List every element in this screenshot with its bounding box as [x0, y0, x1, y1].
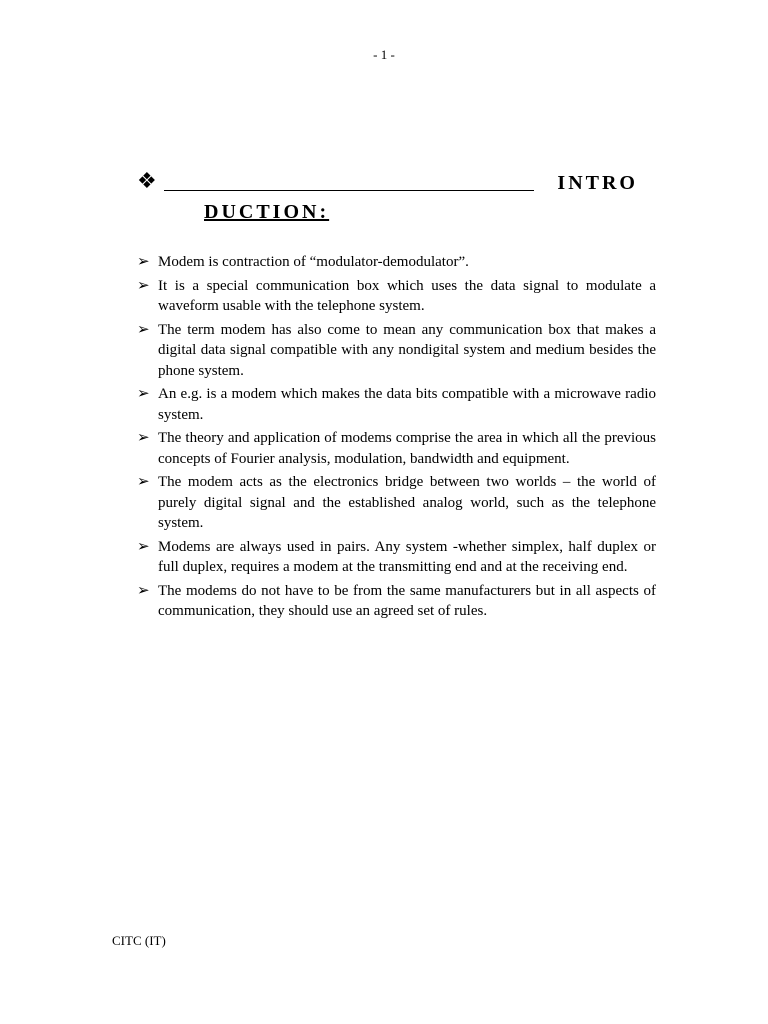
list-item	[137, 320, 656, 382]
bullet-text: The modems do not have to be from the same manufacturers but in all aspects of communication, they should use an agreed set of rules.	[158, 582, 656, 619]
bullet-text: The term modem has also come to mean any communication box that makes a digital data signal compatible with any nondigital system and medium besides the phone system.	[158, 321, 656, 379]
arrow-bullet-icon: ➢	[137, 582, 150, 599]
footer-text: CITC (IT)	[112, 933, 166, 948]
arrow-bullet-icon: ➢	[137, 277, 150, 294]
heading-text-part2: DUCTION:	[204, 201, 330, 223]
section-heading	[137, 170, 638, 198]
arrow-bullet-icon: ➢	[137, 538, 150, 555]
list-item	[137, 472, 656, 534]
bullet-text: It is a special communication box which uses the data signal to modulate a waveform usable with the telephone system.	[158, 277, 656, 314]
page-number: - 1 -	[373, 47, 395, 62]
bullet-text: An e.g. is a modem which makes the data bits compatible with a microwave radio system.	[158, 386, 656, 423]
heading-text-part1: INTRO	[557, 172, 638, 194]
bullet-text: Modem is contraction of “modulator-demodulator”.	[158, 254, 469, 270]
list-item	[137, 384, 656, 425]
bullet-list	[137, 252, 656, 625]
list-item	[137, 428, 656, 469]
diamond-bullet-icon: ❖	[137, 168, 157, 193]
arrow-bullet-icon: ➢	[137, 386, 150, 402]
list-item	[137, 537, 656, 578]
arrow-bullet-icon: ➢	[137, 474, 150, 490]
arrow-bullet-icon: ➢	[137, 430, 150, 446]
bullet-text: The modem acts as the electronics bridge between two worlds – the world of purely digital signal and the established analog world, such as the telephone system.	[158, 474, 656, 531]
heading-underline	[164, 190, 534, 191]
bullet-text: The theory and application of modems comprise the area in which all the previous concepts of Fourier analysis, modulation, bandwidth and equipment.	[158, 430, 656, 467]
list-item	[137, 276, 656, 317]
list-item	[137, 252, 656, 273]
bullet-text: Modems are always used in pairs. Any system -whether simplex, half duplex or full duplex, requires a modem at the transmitting end and at the receiving end.	[158, 538, 656, 575]
arrow-bullet-icon: ➢	[137, 254, 150, 270]
arrow-bullet-icon: ➢	[137, 321, 150, 338]
list-item	[137, 581, 656, 622]
